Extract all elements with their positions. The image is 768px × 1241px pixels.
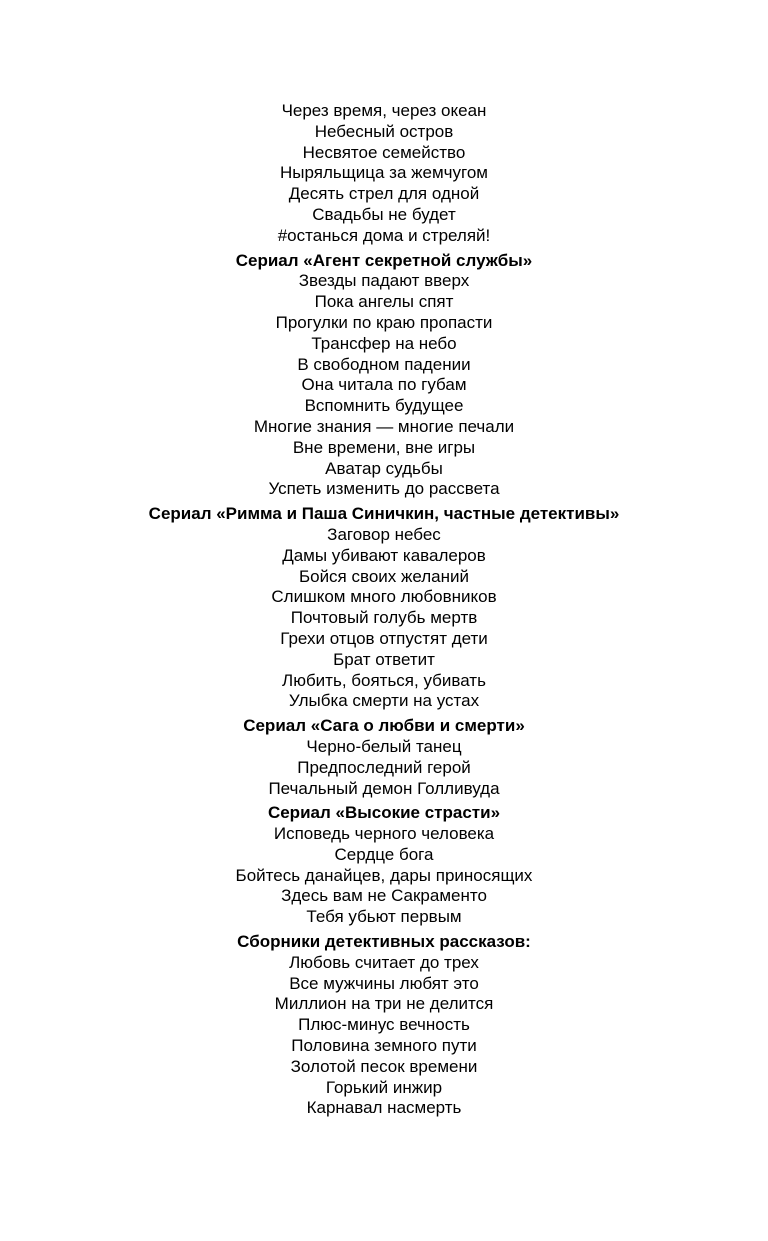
book-title: Половина земного пути: [291, 1036, 477, 1056]
section-saga: [0, 716, 768, 799]
book-title: Звезды падают вверх: [298, 271, 470, 291]
book-title: Через время, через океан: [281, 101, 487, 120]
book-title: Небесный остров: [314, 121, 454, 141]
book-title: Почтовый голубь мертв: [290, 608, 478, 628]
section-story-collections: [0, 932, 768, 1119]
book-title: Аватар судьбы: [325, 458, 443, 478]
book-title: Золотой песок времени: [290, 1056, 478, 1076]
book-title: Горький инжир: [325, 1077, 443, 1097]
book-title: Миллион на три не делится: [274, 994, 494, 1014]
series-heading: Сериал «Агент секретной службы»: [235, 250, 533, 270]
book-title: Несвятое семейство: [302, 142, 466, 162]
series-heading: Сборники детективных рассказов:: [237, 932, 531, 952]
book-title: Предпоследний герой: [297, 757, 471, 777]
book-title: Пока ангелы спят: [314, 292, 454, 312]
book-title: Прогулки по краю пропасти: [275, 312, 493, 332]
book-list-page: [0, 101, 768, 1119]
book-title: Вне времени, вне игры: [292, 437, 476, 457]
book-title: Дамы убивают кавалеров: [282, 545, 486, 565]
book-title: В свободном падении: [297, 354, 471, 374]
series-heading: Сериал «Римма и Паша Синичкин, частные детективы»: [148, 504, 620, 524]
series-heading: Сериал «Сага о любви и смерти»: [243, 716, 525, 736]
book-title: Улыбка смерти на устах: [288, 691, 480, 711]
book-title: Десять стрел для одной: [288, 184, 480, 204]
book-title: Плюс-минус вечность: [298, 1015, 470, 1035]
book-title: Любить, бояться, убивать: [282, 670, 486, 690]
book-title: Бойся своих желаний: [298, 566, 470, 586]
section-rimma-pasha: [0, 504, 768, 712]
book-title: Любовь считает до трех: [289, 952, 479, 972]
section-high-passions: [0, 803, 768, 928]
book-title: Бойтесь данайцев, дары приносящих: [235, 865, 533, 885]
book-title: Ныряльщица за жемчугом: [280, 163, 488, 183]
book-title: Тебя убьют первым: [306, 907, 462, 927]
book-title: Грехи отцов отпустят дети: [280, 628, 488, 648]
book-title: Черно-белый танец: [306, 736, 462, 756]
book-title: Многие знания — многие печали: [253, 416, 515, 436]
book-title: Трансфер на небо: [311, 333, 457, 353]
book-title: Сердце бога: [334, 844, 434, 864]
book-title: Успеть изменить до рассвета: [268, 479, 500, 499]
book-title: Карнавал насмерть: [306, 1098, 462, 1118]
book-title: Слишком много любовников: [271, 587, 497, 607]
book-title: Здесь вам не Сакраменто: [281, 886, 487, 906]
series-heading: Сериал «Высокие страсти»: [267, 803, 501, 823]
book-title: Все мужчины любят это: [289, 973, 479, 993]
book-title: Свадьбы не будет: [312, 204, 456, 224]
book-title: Она читала по губам: [301, 375, 467, 395]
book-title: Заговор небес: [327, 524, 441, 544]
book-title: #останься дома и стреляй!: [277, 225, 491, 245]
book-title: Исповедь черного человека: [273, 824, 495, 844]
book-title: Печальный демон Голливуда: [268, 778, 500, 798]
section-standalone: [0, 101, 768, 247]
book-title: Вспомнить будущее: [304, 396, 464, 416]
book-title: Брат ответит: [333, 649, 435, 669]
section-secret-agent: [0, 251, 768, 501]
